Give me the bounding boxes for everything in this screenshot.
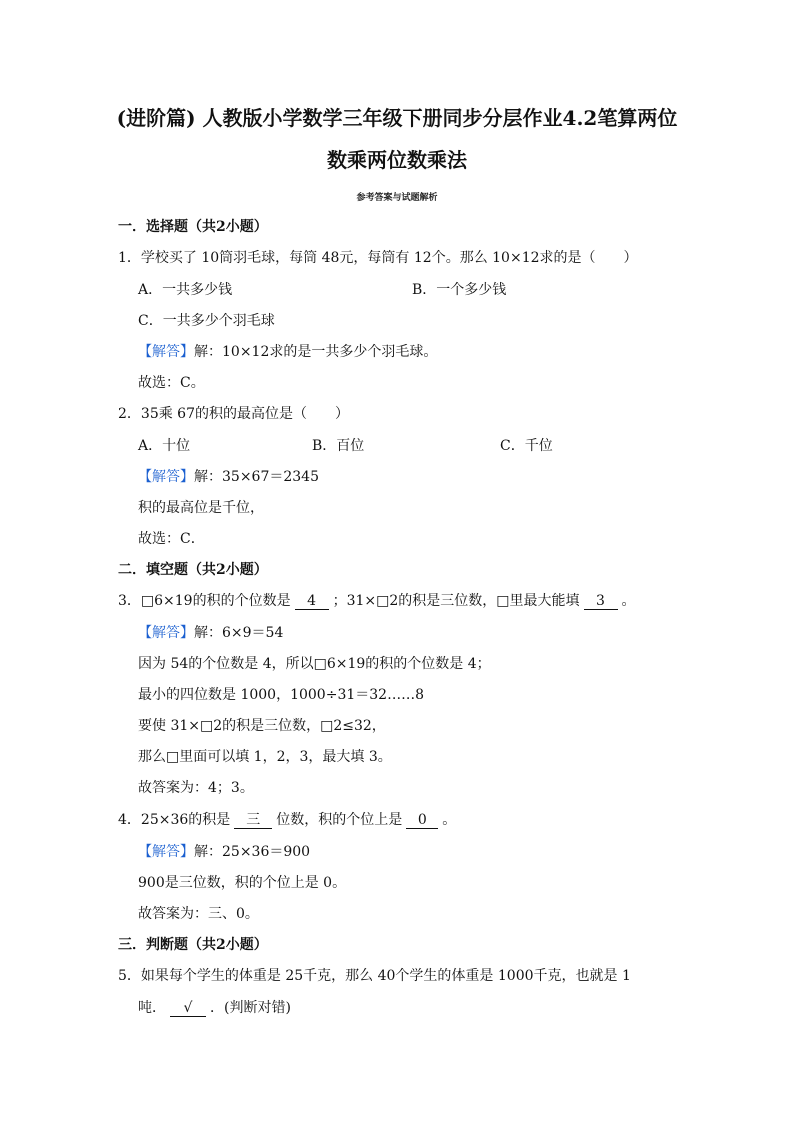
solution-text: 解：10×12求的是一共多少个羽毛球。: [194, 344, 438, 360]
question-3-stem-c: 。: [621, 593, 636, 609]
question-1-option-a: A．一共多少钱: [138, 282, 233, 298]
question-5-stem: 5．如果每个学生的体重是 25千克，那么 40个学生的体重是 1000千克，也就是 1: [118, 968, 631, 984]
question-3-solution-line3: 最小的四位数是 1000，1000÷31＝32……8: [138, 687, 424, 703]
question-3-solution: [138, 624, 283, 642]
question-2-option-c: C．千位: [500, 438, 553, 454]
question-3-answer: 故答案为：4；3。: [138, 780, 254, 796]
question-3-stem-a: 3．□6×19的积的个位数是: [118, 593, 291, 609]
question-5-stem-b: ．(判断对错): [210, 1000, 291, 1016]
question-1-stem: 1．学校买了 10筒羽毛球，每筒 48元，每筒有 12个。那么 10×12求的是（ ）: [118, 250, 638, 266]
page-subtitle: 参考答案与试题解析: [356, 193, 438, 203]
question-4-stem-b: 位数，积的个位上是: [276, 812, 403, 828]
question-4-answer: 故答案为：三、0。: [138, 906, 259, 922]
question-4-stem-a: 4．25×36的积是: [118, 812, 231, 828]
question-2-stem: 2．35乘 67的积的最高位是（ ）: [118, 406, 349, 422]
page-title-line2: 数乘两位数乘法: [327, 148, 467, 172]
question-2-choice: 故选：C．: [138, 531, 205, 547]
question-1-option-b: B．一个多少钱: [412, 282, 507, 298]
question-2-solution-line2: 积的最高位是千位，: [138, 500, 264, 516]
question-2-solution: [138, 468, 319, 486]
section-heading-choice: 一．选择题（共2小题）: [118, 219, 268, 235]
page-title-line1: (进阶篇) 人教版小学数学三年级下册同步分层作业4.2笔算两位: [116, 106, 678, 130]
question-4-solution-line2: 900是三位数，积的个位上是 0。: [138, 875, 347, 891]
section-heading-judge: 三．判断题（共2小题）: [118, 937, 268, 953]
answer-tag: 【解答】: [138, 469, 194, 485]
answer-tag: 【解答】: [138, 344, 194, 360]
question-4-blank-2: 0: [406, 812, 438, 829]
question-3-solution-line2: 因为 54的个位数是 4，所以□6×19的积的个位数是 4；: [138, 656, 491, 672]
question-3-blank-2: 3: [584, 593, 618, 610]
section-heading-fill: 二．填空题（共2小题）: [118, 562, 268, 578]
solution-text: 解：35×67＝2345: [194, 469, 319, 485]
question-3-stem-b: ；31×□2的积是三位数，□里最大能填: [332, 593, 580, 609]
question-5-blank: √: [170, 1000, 206, 1017]
question-3-blank-1: 4: [295, 593, 329, 610]
question-5-stem-a: 吨．: [138, 1000, 166, 1016]
answer-tag: 【解答】: [138, 625, 194, 641]
question-3-stem: [118, 592, 636, 610]
question-3-solution-line4: 要使 31×□2的积是三位数，□2≤32，: [138, 718, 386, 734]
solution-text: 解：6×9＝54: [194, 625, 284, 641]
question-3-solution-line5: 那么□里面可以填 1，2，3，最大填 3。: [138, 749, 392, 765]
solution-text: 解：25×36＝900: [194, 844, 311, 860]
question-4-stem-c: 。: [442, 812, 457, 828]
answer-tag: 【解答】: [138, 844, 194, 860]
question-1-option-c: C．一共多少个羽毛球: [138, 313, 275, 329]
question-4-stem: [118, 811, 456, 829]
question-4-blank-1: 三: [234, 812, 272, 829]
question-1-solution: [138, 343, 437, 361]
question-5-stem-line2: [138, 999, 291, 1017]
question-2-option-b: B．百位: [312, 438, 365, 454]
question-2-option-a: A．十位: [138, 438, 191, 454]
question-1-choice: 故选：C。: [138, 375, 205, 391]
question-4-solution: [138, 843, 310, 861]
